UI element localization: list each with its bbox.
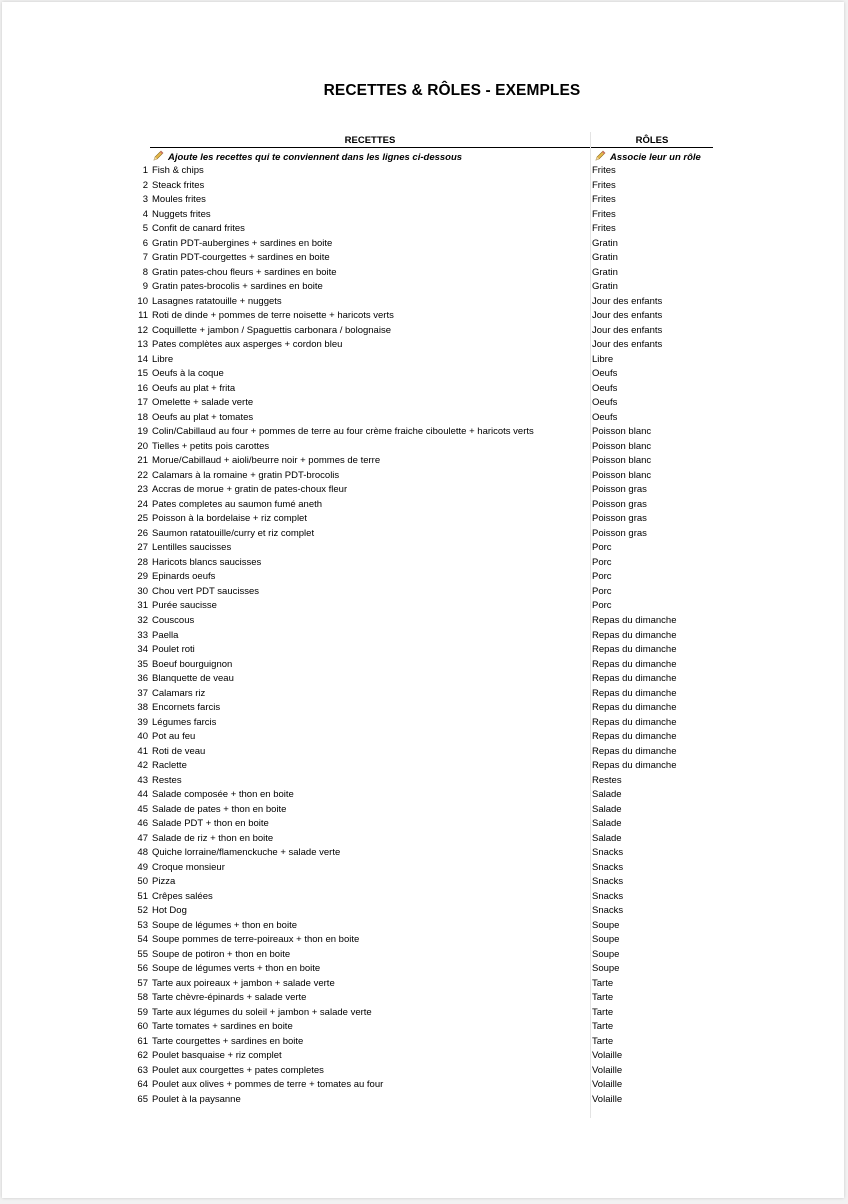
recipe-cell: Pates completes au saumon fumé aneth [152, 498, 323, 510]
role-cell: Salade [592, 832, 622, 844]
row-number: 16 [137, 382, 148, 394]
table-row [2, 208, 848, 223]
role-cell: Soupe [592, 919, 620, 931]
recipe-cell: Soupe de légumes verts + thon en boite [152, 963, 321, 975]
row-number: 2 [142, 179, 148, 191]
row-number: 17 [137, 397, 148, 409]
row-number: 7 [142, 252, 148, 264]
table-row [2, 309, 848, 324]
table-row [2, 1093, 848, 1108]
recipe-cell: Oeufs au plat + tomates [152, 411, 254, 423]
table-row [2, 483, 848, 498]
row-number: 4 [142, 208, 148, 220]
recipe-cell: Légumes farcis [152, 716, 217, 728]
role-cell: Snacks [592, 876, 624, 888]
recipe-cell: Poisson à la bordelaise + riz complet [152, 513, 307, 525]
row-number: 55 [137, 948, 148, 960]
row-number: 10 [137, 295, 148, 307]
role-cell: Repas du dimanche [592, 673, 677, 685]
recipe-cell: Tarte aux poireaux + jambon + salade verte [152, 977, 335, 989]
table-row [2, 266, 848, 281]
row-number: 18 [137, 411, 148, 423]
table-row [2, 570, 848, 585]
recipe-cell: Omelette + salade verte [152, 397, 254, 409]
table-row [2, 701, 848, 716]
recipe-cell: Gratin pates-brocolis + sardines en boite [152, 281, 323, 293]
table-row [2, 498, 848, 513]
table-row [2, 469, 848, 484]
table-row [2, 454, 848, 469]
role-cell: Porc [592, 571, 612, 583]
table-row [2, 367, 848, 382]
table-row [2, 164, 848, 179]
role-cell: Salade [592, 789, 622, 801]
row-number: 13 [137, 339, 148, 351]
recipe-cell: Haricots blancs saucisses [152, 556, 262, 568]
role-cell: Porc [592, 585, 612, 597]
recipe-table [2, 164, 848, 1108]
recettes-instruction-text: Ajoute les recettes qui te conviennent dans les lignes ci-dessous [168, 152, 463, 163]
row-number: 52 [137, 905, 148, 917]
row-number: 19 [137, 426, 148, 438]
recipe-cell: Salade de pates + thon en boite [152, 803, 287, 815]
table-row [2, 1049, 848, 1064]
row-number: 40 [137, 731, 148, 743]
recipe-cell: Nuggets frites [152, 208, 211, 220]
table-row [2, 803, 848, 818]
row-number: 21 [137, 455, 148, 467]
row-number: 44 [137, 789, 148, 801]
document-page [2, 2, 844, 1198]
recipe-cell: Pates complètes aux asperges + cordon bleu [152, 339, 343, 351]
row-number: 22 [137, 469, 148, 481]
recettes-instruction [152, 150, 462, 163]
table-row [2, 1064, 848, 1079]
table-row [2, 759, 848, 774]
row-number: 63 [137, 1064, 148, 1076]
recipe-cell: Poulet à la paysanne [152, 1094, 241, 1105]
role-cell: Volaille [592, 1050, 623, 1062]
table-row [2, 919, 848, 934]
recipe-cell: Purée saucisse [152, 600, 217, 612]
row-number: 1 [142, 165, 148, 176]
role-cell: Soupe [592, 948, 620, 960]
role-cell: Salade [592, 803, 622, 815]
role-cell: Libre [592, 353, 614, 365]
role-cell: Oeufs [592, 397, 618, 409]
recipe-cell: Croque monsieur [152, 861, 225, 873]
recipe-cell: Boeuf bourguignon [152, 658, 233, 670]
role-cell: Porc [592, 542, 612, 554]
role-cell: Poisson blanc [592, 455, 652, 467]
role-cell: Soupe [592, 934, 620, 946]
table-row [2, 179, 848, 194]
role-cell: Poisson gras [592, 527, 647, 539]
table-row [2, 1006, 848, 1021]
table-row [2, 861, 848, 876]
table-row [2, 222, 848, 237]
recipe-cell: Chou vert PDT saucisses [152, 585, 260, 597]
role-cell: Repas du dimanche [592, 745, 677, 757]
recettes-column-header: RECETTES [344, 135, 396, 146]
row-number: 29 [137, 571, 148, 583]
role-cell: Gratin [592, 266, 618, 278]
role-cell: Poisson blanc [592, 440, 652, 452]
row-number: 34 [137, 644, 148, 656]
row-number: 5 [142, 223, 148, 235]
recipe-cell: Gratin pates-chou fleurs + sardines en boite [152, 266, 337, 278]
row-number: 43 [137, 774, 148, 786]
table-row [2, 962, 848, 977]
table-row [2, 745, 848, 760]
role-cell: Tarte [592, 1035, 614, 1047]
recipe-cell: Tarte aux légumes du soleil + jambon + salade verte [152, 1006, 372, 1018]
role-cell: Gratin [592, 237, 618, 249]
row-number: 61 [137, 1035, 148, 1047]
row-number: 53 [137, 919, 148, 931]
recipe-cell: Tielles + petits pois carottes [152, 440, 270, 452]
row-number: 48 [137, 847, 148, 859]
row-number: 42 [137, 760, 148, 772]
recipe-cell: Salade de riz + thon en boite [152, 832, 274, 844]
role-cell: Frites [592, 165, 616, 176]
recipe-cell: Oeufs au plat + frita [152, 382, 236, 394]
role-cell: Tarte [592, 1006, 614, 1018]
row-number: 49 [137, 861, 148, 873]
role-cell: Jour des enfants [592, 310, 663, 322]
row-number: 57 [137, 977, 148, 989]
recipe-cell: Oeufs à la coque [152, 368, 224, 380]
recipe-cell: Calamars à la romaine + gratin PDT-brocolis [152, 469, 340, 481]
role-cell: Poisson gras [592, 513, 647, 525]
table-row [2, 629, 848, 644]
page-title: RECETTES & RÔLES - EXEMPLES [323, 82, 581, 99]
recipe-cell: Blanquette de veau [152, 673, 234, 685]
row-number: 20 [137, 440, 148, 452]
table-row [2, 1020, 848, 1035]
row-number: 64 [137, 1079, 148, 1091]
row-number: 11 [138, 310, 148, 322]
recipe-cell: Roti de dinde + pommes de terre noisette + haricots verts [152, 310, 394, 322]
table-row [2, 977, 848, 992]
table-row [2, 904, 848, 919]
row-number: 35 [137, 658, 148, 670]
role-cell: Repas du dimanche [592, 658, 677, 670]
row-number: 12 [137, 324, 148, 336]
role-cell: Tarte [592, 977, 614, 989]
role-cell: Restes [592, 774, 622, 786]
table-row [2, 948, 848, 963]
role-cell: Soupe [592, 963, 620, 975]
recipe-cell: Gratin PDT-aubergines + sardines en boite [152, 237, 333, 249]
row-number: 54 [137, 934, 148, 946]
row-number: 58 [137, 992, 148, 1004]
recipe-cell: Accras de morue + gratin de pates-choux fleur [152, 484, 348, 496]
row-number: 36 [137, 673, 148, 685]
recipe-cell: Raclette [152, 760, 187, 772]
recipe-cell: Roti de veau [152, 745, 206, 757]
role-cell: Porc [592, 600, 612, 612]
table-row [2, 527, 848, 542]
role-cell: Repas du dimanche [592, 629, 677, 641]
table-row [2, 846, 848, 861]
recipe-cell: Poulet aux olives + pommes de terre + tomates au four [152, 1079, 384, 1091]
recipe-cell: Fish & chips [152, 165, 204, 176]
recipe-cell: Soupe pommes de terre-poireaux + thon en boite [152, 934, 360, 946]
table-row [2, 585, 848, 600]
table-row [2, 338, 848, 353]
row-number: 30 [137, 585, 148, 597]
pencil-icon [594, 150, 606, 162]
recipe-cell: Poulet basquaise + riz complet [152, 1050, 282, 1062]
table-row [2, 1078, 848, 1093]
row-number: 24 [137, 498, 148, 510]
row-number: 51 [137, 890, 148, 902]
row-number: 28 [137, 556, 148, 568]
role-cell: Volaille [592, 1064, 623, 1076]
recipe-cell: Confit de canard frites [152, 223, 245, 235]
role-cell: Frites [592, 194, 616, 206]
role-cell: Poisson blanc [592, 426, 652, 438]
row-number: 9 [142, 281, 148, 293]
row-number: 6 [142, 237, 148, 249]
role-cell: Repas du dimanche [592, 702, 677, 714]
recipe-cell: Morue/Cabillaud + aioli/beurre noir + pommes de terre [152, 455, 381, 467]
role-cell: Oeufs [592, 368, 618, 380]
recipe-cell: Pot au feu [152, 731, 196, 743]
row-number: 60 [137, 1021, 148, 1033]
row-number: 15 [137, 368, 148, 380]
recipe-cell: Gratin PDT-courgettes + sardines en boite [152, 252, 330, 264]
role-cell: Repas du dimanche [592, 687, 677, 699]
table-row [2, 599, 848, 614]
row-number: 3 [142, 194, 148, 206]
row-number: 46 [137, 818, 148, 830]
role-cell: Jour des enfants [592, 295, 663, 307]
table-row [2, 875, 848, 890]
role-cell: Poisson blanc [592, 469, 652, 481]
row-number: 47 [137, 832, 148, 844]
roles-column-header: RÔLES [635, 135, 669, 146]
role-cell: Oeufs [592, 382, 618, 394]
recipe-cell: Quiche lorraine/flamenckuche + salade verte [152, 847, 341, 859]
table-row [2, 193, 848, 208]
role-cell: Porc [592, 556, 612, 568]
table-row [2, 556, 848, 571]
role-cell: Tarte [592, 992, 614, 1004]
table-row [2, 832, 848, 847]
row-number: 39 [137, 716, 148, 728]
role-cell: Repas du dimanche [592, 614, 677, 626]
table-row [2, 817, 848, 832]
table-row [2, 237, 848, 252]
role-cell: Repas du dimanche [592, 716, 677, 728]
recipe-cell: Pizza [152, 876, 176, 888]
row-number: 65 [137, 1094, 148, 1105]
recipe-cell: Salade PDT + thon en boite [152, 818, 269, 830]
roles-instruction [594, 150, 701, 163]
recipe-cell: Hot Dog [152, 905, 187, 917]
recipe-cell: Salade composée + thon en boite [152, 789, 294, 801]
table-row [2, 1035, 848, 1050]
recipe-cell: Epinards oeufs [152, 571, 216, 583]
table-row [2, 251, 848, 266]
row-number: 56 [137, 963, 148, 975]
table-row [2, 324, 848, 339]
table-row [2, 425, 848, 440]
recipe-cell: Paella [152, 629, 179, 641]
row-number: 59 [137, 1006, 148, 1018]
role-cell: Repas du dimanche [592, 644, 677, 656]
role-cell: Frites [592, 208, 616, 220]
recipe-cell: Moules frites [152, 194, 206, 206]
table-row [2, 643, 848, 658]
role-cell: Oeufs [592, 411, 618, 423]
recipe-cell: Tarte chèvre-épinards + salade verte [152, 992, 307, 1004]
row-number: 62 [137, 1050, 148, 1062]
roles-instruction-text: Associe leur un rôle [610, 152, 701, 163]
role-cell: Poisson gras [592, 498, 647, 510]
role-cell: Frites [592, 179, 616, 191]
table-row [2, 788, 848, 803]
table-row [2, 716, 848, 731]
row-number: 41 [137, 745, 148, 757]
recipe-cell: Saumon ratatouille/curry et riz complet [152, 527, 315, 539]
table-row [2, 687, 848, 702]
recipe-cell: Colin/Cabillaud au four + pommes de terre au four crème fraiche ciboulette + haricots verts [152, 426, 534, 438]
role-cell: Snacks [592, 890, 624, 902]
recipe-cell: Poulet roti [152, 644, 195, 656]
table-row [2, 614, 848, 629]
row-number: 38 [137, 702, 148, 714]
recipe-cell: Libre [152, 353, 174, 365]
row-number: 14 [137, 353, 148, 365]
table-row [2, 396, 848, 411]
table-row [2, 933, 848, 948]
role-cell: Snacks [592, 861, 624, 873]
row-number: 25 [137, 513, 148, 525]
table-row [2, 411, 848, 426]
role-cell: Repas du dimanche [592, 760, 677, 772]
recipe-cell: Soupe de légumes + thon en boite [152, 919, 297, 931]
recipe-cell: Poulet aux courgettes + pates completes [152, 1064, 324, 1076]
role-cell: Salade [592, 818, 622, 830]
row-number: 23 [137, 484, 148, 496]
recipe-cell: Restes [152, 774, 182, 786]
role-cell: Poisson gras [592, 484, 647, 496]
recipe-cell: Encornets farcis [152, 702, 221, 714]
recipe-cell: Coquillette + jambon / Spaguettis carbonara / bolognaise [152, 324, 391, 336]
table-row [2, 730, 848, 745]
table-row [2, 658, 848, 673]
row-number: 31 [137, 600, 148, 612]
role-cell: Volaille [592, 1094, 623, 1105]
pencil-icon [152, 150, 164, 162]
role-cell: Frites [592, 223, 616, 235]
table-row [2, 541, 848, 556]
role-cell: Snacks [592, 847, 624, 859]
recipe-cell: Couscous [152, 614, 195, 626]
table-row [2, 440, 848, 455]
table-row [2, 991, 848, 1006]
recipe-cell: Tarte tomates + sardines en boite [152, 1021, 293, 1033]
header-underline [150, 147, 713, 148]
row-number: 33 [137, 629, 148, 641]
row-number: 45 [137, 803, 148, 815]
row-number: 50 [137, 876, 148, 888]
table-row [2, 295, 848, 310]
table-row [2, 774, 848, 789]
row-number: 8 [142, 266, 148, 278]
role-cell: Tarte [592, 1021, 614, 1033]
recipe-cell: Tarte courgettes + sardines en boite [152, 1035, 304, 1047]
role-cell: Snacks [592, 905, 624, 917]
table-row [2, 672, 848, 687]
recipe-cell: Crêpes salées [152, 890, 213, 902]
recipe-cell: Lentilles saucisses [152, 542, 232, 554]
recipe-cell: Steack frites [152, 179, 205, 191]
table-row [2, 353, 848, 368]
role-cell: Jour des enfants [592, 324, 663, 336]
role-cell: Gratin [592, 281, 618, 293]
recipe-cell: Calamars riz [152, 687, 206, 699]
role-cell: Gratin [592, 252, 618, 264]
table-row [2, 890, 848, 905]
role-cell: Repas du dimanche [592, 731, 677, 743]
row-number: 27 [137, 542, 148, 554]
row-number: 26 [137, 527, 148, 539]
row-number: 32 [137, 614, 148, 626]
recipe-cell: Lasagnes ratatouille + nuggets [152, 295, 282, 307]
table-row [2, 512, 848, 527]
recipe-cell: Soupe de potiron + thon en boite [152, 948, 291, 960]
role-cell: Volaille [592, 1079, 623, 1091]
row-number: 37 [137, 687, 148, 699]
table-row [2, 280, 848, 295]
table-row [2, 382, 848, 397]
role-cell: Jour des enfants [592, 339, 663, 351]
